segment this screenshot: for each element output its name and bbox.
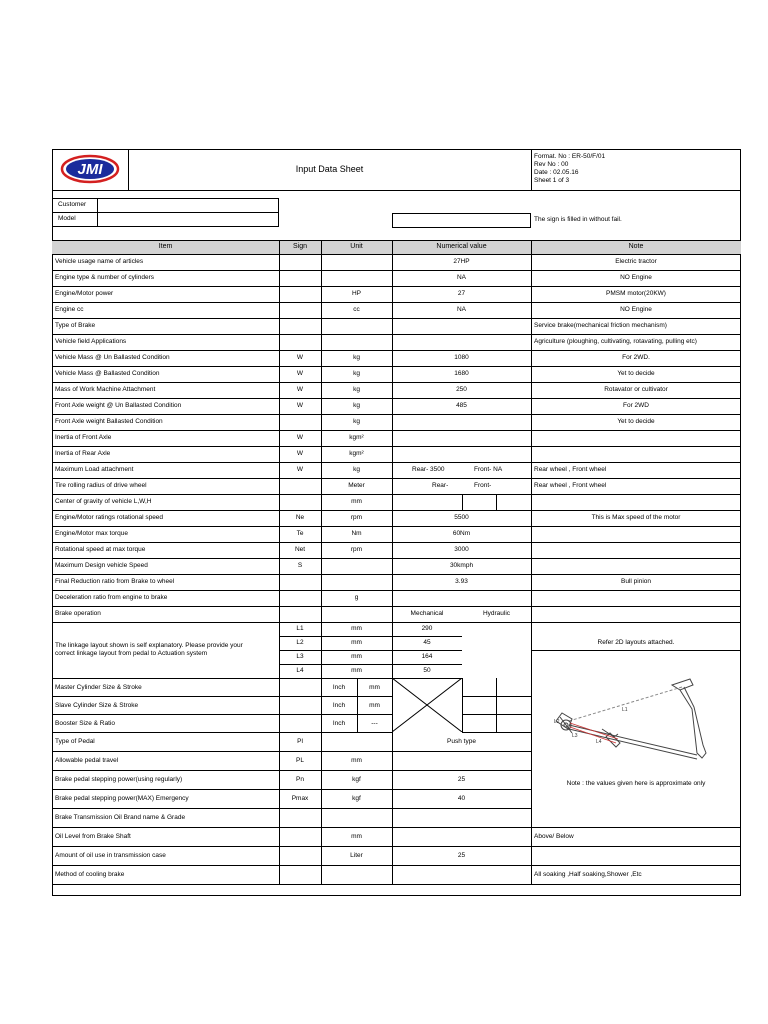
customer-label: Customer xyxy=(58,201,87,208)
cylinder-unit-mm: mm xyxy=(369,702,380,709)
row-note: Rear wheel , Front wheel xyxy=(534,466,607,473)
row2-item: Brake pedal stepping power(MAX) Emergency xyxy=(55,795,189,802)
row2-item: Oil Level from Brake Shaft xyxy=(55,833,131,840)
row-item: Vehicle Mass @ Ballasted Condition xyxy=(55,370,160,377)
row2-value: 25 xyxy=(457,776,466,783)
row-value: NA xyxy=(456,274,467,281)
row-note: NO Engine xyxy=(620,306,652,313)
row-sign: W xyxy=(296,466,304,473)
row2-unit: mm xyxy=(351,757,362,764)
row-item: Front Axle weight @ Un Ballasted Condition xyxy=(55,402,182,409)
linkage-sign: L4 xyxy=(296,667,304,674)
row-item: Vehicle field Applications xyxy=(55,338,127,345)
row-note: PMSM motor(20KW) xyxy=(606,290,666,297)
header-unit: Unit xyxy=(350,243,363,250)
row-item: Tire rolling radius of drive wheel xyxy=(55,482,147,489)
linkage-drawing xyxy=(532,663,740,817)
row2-value: 25 xyxy=(457,852,466,859)
row-item: Vehicle Mass @ Un Ballasted Condition xyxy=(55,354,170,361)
row-item: Engine type & number of cylinders xyxy=(55,274,154,281)
row-unit: kg xyxy=(353,402,360,409)
row-item: Final Reduction ratio from Brake to wheel xyxy=(55,578,175,585)
row-unit: kgm² xyxy=(349,434,364,441)
cylinder-unit-mm: mm xyxy=(369,684,380,691)
row-value: 1680 xyxy=(454,370,469,377)
row2-value: Push type xyxy=(447,738,476,745)
row-unit: Meter xyxy=(348,482,365,489)
linkage-text: correct linkage layout from pedal to Actuation system xyxy=(55,650,208,657)
row-item: Vehicle usage name of articles xyxy=(55,258,144,265)
row-item: Deceleration ratio from engine to brake xyxy=(55,594,168,601)
row-value: 30kmph xyxy=(449,562,474,569)
cylinder-unit-inch: Inch xyxy=(332,702,346,709)
cylinder-item: Master Cylinder Size & Stroke xyxy=(55,684,142,691)
svg-text:L3: L3 xyxy=(572,733,578,739)
row2-sign: Pn xyxy=(296,776,304,783)
row-value: 27 xyxy=(457,290,466,297)
cylinder-item: Slave Cylinder Size & Stroke xyxy=(55,702,139,709)
sign-box[interactable] xyxy=(392,213,531,228)
date: Date : 02.05.16 xyxy=(534,169,579,176)
row-value: 1080 xyxy=(454,354,469,361)
row-sign: Te xyxy=(296,530,304,537)
row-note: For 2WD xyxy=(623,402,649,409)
row2-item: Amount of oil use in transmission case xyxy=(55,852,166,859)
row-note: Rotavator or cultivator xyxy=(604,386,668,393)
rev-no: Rev No : 00 xyxy=(534,161,569,168)
max-load-rear: Rear- 3500 xyxy=(412,466,445,473)
row-item: Rotational speed at max torque xyxy=(55,546,146,553)
row-sign: W xyxy=(296,354,304,361)
svg-text:L4: L4 xyxy=(596,739,602,745)
row2-item: Brake pedal stepping power(using regularly) xyxy=(55,776,183,783)
row-item: Engine cc xyxy=(55,306,84,313)
linkage-value: 45 xyxy=(423,639,431,646)
sheet-number: Sheet 1 of 3 xyxy=(534,177,570,184)
linkage-sign: L3 xyxy=(296,653,304,660)
customer-field[interactable] xyxy=(98,199,278,212)
linkage-unit: mm xyxy=(351,667,362,674)
row-unit: kg xyxy=(353,354,360,361)
format-no: Format. No : ER-50/F/01 xyxy=(534,153,606,160)
row-item: Maximum Load attachment xyxy=(55,466,134,473)
row-note: This is Max speed of the motor xyxy=(591,514,681,521)
linkage-text: The linkage layout shown is self explanatory. Please provide your xyxy=(55,642,243,649)
row-unit: rpm xyxy=(350,546,363,553)
row-sign: S xyxy=(297,562,303,569)
svg-text:L2: L2 xyxy=(554,719,560,725)
model-field[interactable] xyxy=(98,213,278,226)
row2-item: Allowable pedal travel xyxy=(55,757,119,764)
linkage-unit: mm xyxy=(351,639,362,646)
cylinder-unit-inch: Inch xyxy=(332,720,346,727)
linkage-value: 50 xyxy=(423,667,431,674)
sheet-title: Input Data Sheet xyxy=(295,164,364,174)
row-item: Engine/Motor ratings rotational speed xyxy=(55,514,164,521)
drawing-note: Note : the values given here is approximate only xyxy=(566,780,706,787)
cylinder-unit-inch: Inch xyxy=(332,684,346,691)
cylinder-unit-mm: --- xyxy=(371,720,378,727)
row-note: NO Engine xyxy=(620,274,652,281)
row-note: Electric tractor xyxy=(615,258,657,265)
row-unit: kg xyxy=(353,386,360,393)
row-unit: mm xyxy=(351,498,362,505)
linkage-unit: mm xyxy=(351,653,362,660)
row-sign: W xyxy=(296,450,304,457)
row-item: Inertia of Rear Axle xyxy=(55,450,111,457)
cross-out-box xyxy=(392,678,462,732)
row-note: Service brake(mechanical friction mechanism) xyxy=(534,322,667,329)
header-numerical: Numerical value xyxy=(436,243,487,250)
row-unit: g xyxy=(354,594,359,601)
row-value: 3.93 xyxy=(455,578,468,585)
tire-front: Front- xyxy=(474,482,492,489)
row2-unit: kgf xyxy=(352,795,361,802)
header-item: Item xyxy=(158,243,173,250)
linkage-sign: L2 xyxy=(296,639,304,646)
row-item: Engine/Motor power xyxy=(55,290,114,297)
row-value: 250 xyxy=(456,386,467,393)
cylinder-item: Booster Size & Ratio xyxy=(55,720,115,727)
row-unit: HP xyxy=(351,290,362,297)
row-item: Brake operation xyxy=(55,610,101,617)
row-note: Yet to decide xyxy=(617,418,655,425)
row-unit: kgm² xyxy=(349,450,364,457)
max-load-front: Front- NA xyxy=(474,466,503,473)
row-item: Front Axle weight Ballasted Condition xyxy=(55,418,163,425)
linkage-value: 290 xyxy=(421,625,433,632)
row-value: 60Nm xyxy=(452,530,471,537)
row2-unit: mm xyxy=(351,833,362,840)
row-sign: W xyxy=(296,434,304,441)
row-value: 5500 xyxy=(454,514,469,521)
row2-note: All soaking ,Half soaking,Shower ,Etc xyxy=(534,871,642,878)
row2-unit: Liter xyxy=(350,852,363,859)
row-sign: W xyxy=(296,402,304,409)
row-sign: Net xyxy=(294,546,306,553)
brake-hydraulic: Hydraulic xyxy=(482,610,511,617)
sign-note: The sign is filled in without fail. xyxy=(534,216,622,223)
row-value: 485 xyxy=(456,402,467,409)
logo-text: JMI xyxy=(77,161,103,178)
row2-value: 40 xyxy=(457,795,466,802)
row-sign: W xyxy=(296,370,304,377)
row2-sign: PL xyxy=(296,757,304,764)
header-sign: Sign xyxy=(292,243,307,250)
brake-mechanical: Mechanical xyxy=(410,610,444,617)
row2-item: Type of Pedal xyxy=(55,738,95,745)
row-sign: W xyxy=(296,386,304,393)
row-unit: kg xyxy=(353,466,360,473)
row-note: Rear wheel , Front wheel xyxy=(534,482,607,489)
row-item: Type of Brake xyxy=(55,322,96,329)
row-unit: kg xyxy=(353,418,360,425)
row-item: Mass of Work Machine Attachment xyxy=(55,386,156,393)
row-note: Yet to decide xyxy=(617,370,655,377)
row-sign: Ne xyxy=(295,514,305,521)
row-note: For 2WD. xyxy=(622,354,650,361)
tire-rear: Rear- xyxy=(432,482,449,489)
row2-sign: Pmax xyxy=(291,795,309,802)
row-item: Inertia of Front Axle xyxy=(55,434,112,441)
row-value: NA xyxy=(456,306,467,313)
linkage-value: 164 xyxy=(421,653,433,660)
row-note: Agriculture (ploughing, cultivating, rotavating, pulling etc) xyxy=(534,338,697,345)
row-unit: cc xyxy=(353,306,360,313)
row-value: 27HP xyxy=(453,258,470,265)
header-note: Note xyxy=(628,243,644,250)
row2-unit: kgf xyxy=(352,776,361,783)
row-item: Engine/Motor max torque xyxy=(55,530,128,537)
linkage-sign: L1 xyxy=(296,625,304,632)
model-label: Model xyxy=(58,215,76,222)
row2-sign: Pl xyxy=(297,738,303,745)
company-logo xyxy=(58,152,122,186)
linkage-note: Refer 2D layouts attached. xyxy=(597,639,675,646)
row-unit: Nm xyxy=(351,530,362,537)
row2-item: Brake Transmission Oil Brand name & Grade xyxy=(55,814,186,821)
row-unit: rpm xyxy=(350,514,363,521)
row-unit: kg xyxy=(353,370,360,377)
row-value: 3000 xyxy=(454,546,469,553)
row2-item: Method of cooling brake xyxy=(55,871,125,878)
linkage-unit: mm xyxy=(351,625,362,632)
row-note: Bull pinion xyxy=(621,578,651,585)
row-item: Maximum Design vehicle Speed xyxy=(55,562,148,569)
svg-text:L1: L1 xyxy=(622,707,628,713)
row2-note: Above/ Below xyxy=(534,833,574,840)
row-item: Center of gravity of vehicle L,W,H xyxy=(55,498,152,505)
